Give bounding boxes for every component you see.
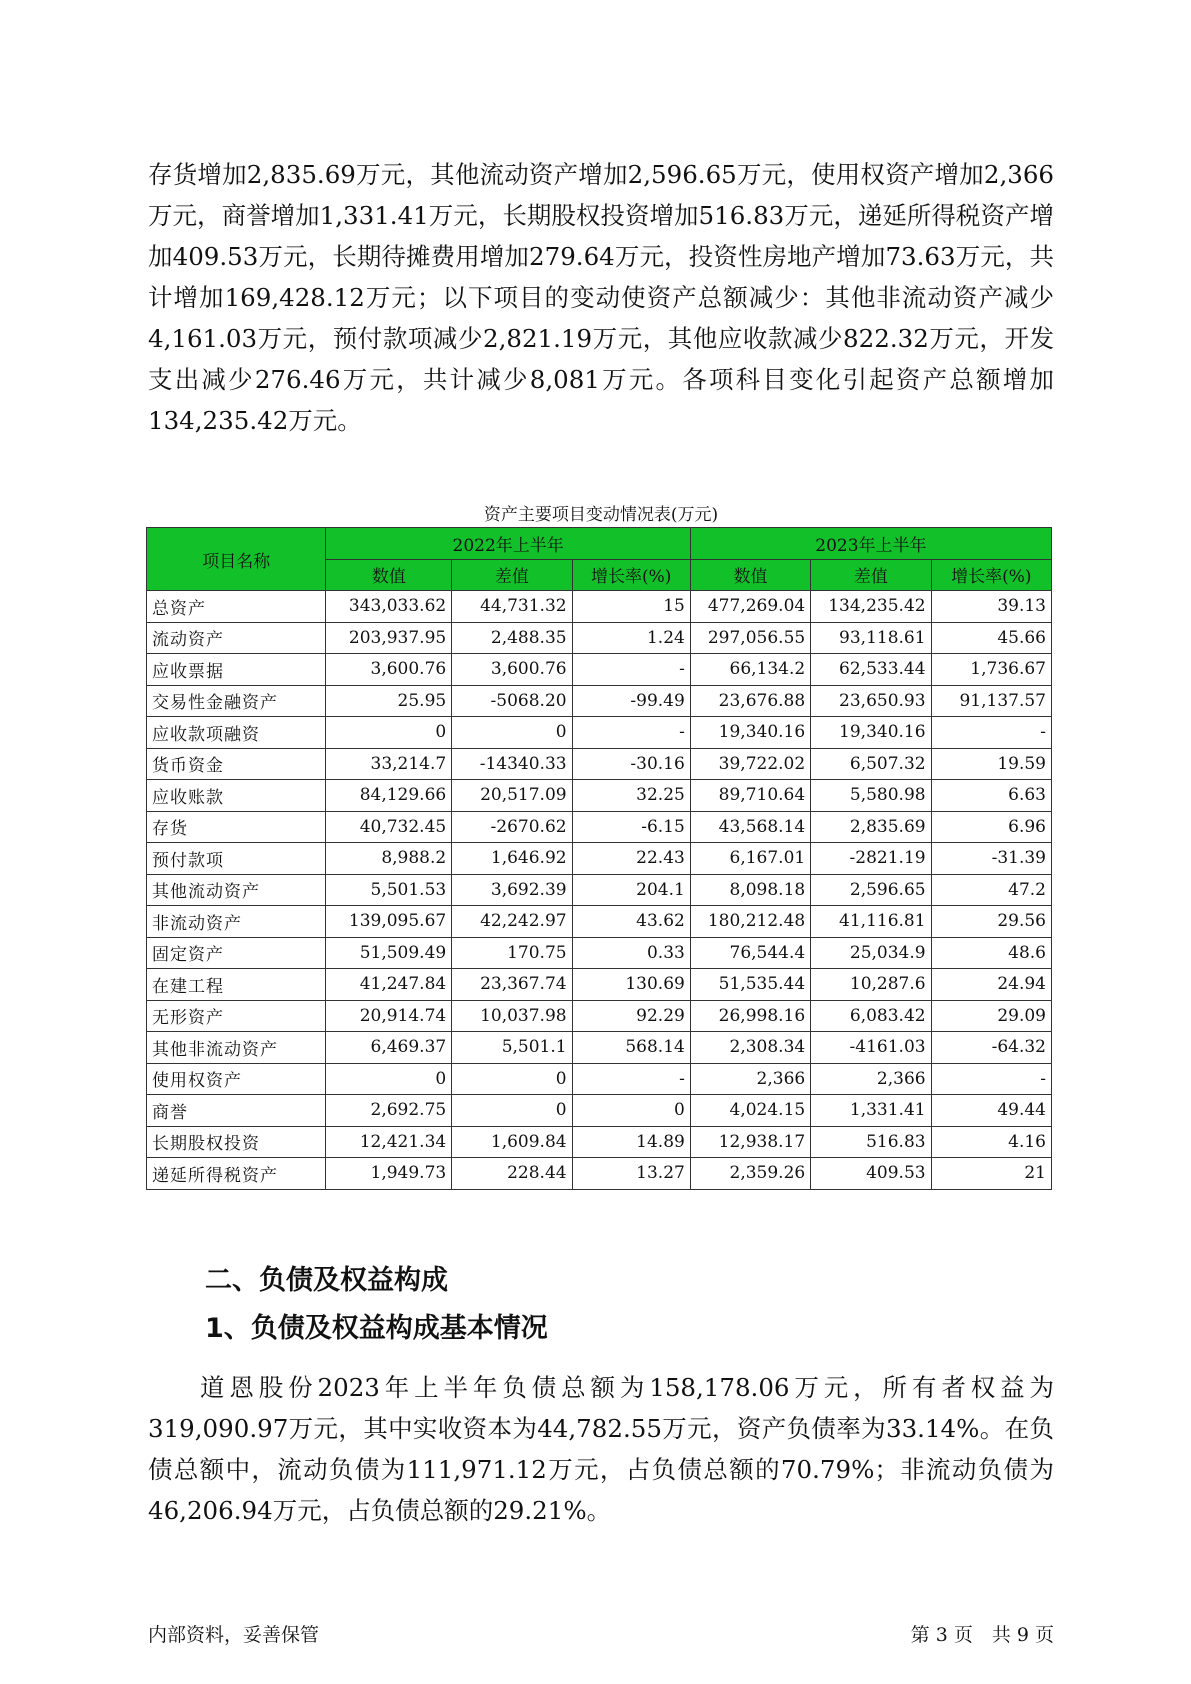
row-item-name: 预付款项 — [147, 843, 326, 875]
table-row — [147, 748, 1052, 780]
row-value-cell: 4.16 — [931, 1126, 1051, 1158]
row-value-cell: - — [931, 1063, 1051, 1095]
row-value-cell: - — [572, 654, 690, 686]
row-item-name: 存货 — [147, 811, 326, 843]
row-value-cell: 19.59 — [931, 748, 1051, 780]
row-value-cell: 49.44 — [931, 1095, 1051, 1127]
row-item-name: 应收款项融资 — [147, 717, 326, 749]
row-value-cell: 20,517.09 — [452, 780, 572, 812]
row-item-name: 交易性金融资产 — [147, 685, 326, 717]
period-2022-header: 2022年上半年 — [326, 528, 690, 560]
row-value-cell: 130.69 — [572, 969, 690, 1001]
row-value-cell: 29.56 — [931, 906, 1051, 938]
row-value-cell: 89,710.64 — [690, 780, 810, 812]
table-row — [147, 654, 1052, 686]
table-row — [147, 780, 1052, 812]
row-item-name: 总资产 — [147, 591, 326, 623]
row-value-cell: 41,116.81 — [811, 906, 931, 938]
row-value-cell: 5,580.98 — [811, 780, 931, 812]
row-value-cell: 180,212.48 — [690, 906, 810, 938]
row-value-cell: 22.43 — [572, 843, 690, 875]
table-row — [147, 1126, 1052, 1158]
row-value-cell: 29.09 — [931, 1000, 1051, 1032]
row-value-cell: 3,692.39 — [452, 874, 572, 906]
row-value-cell: 12,421.34 — [326, 1126, 452, 1158]
table-row — [147, 591, 1052, 623]
row-value-cell: 516.83 — [811, 1126, 931, 1158]
table-header-row-1 — [147, 528, 1052, 560]
row-value-cell: 51,535.44 — [690, 969, 810, 1001]
row-value-cell: 2,596.65 — [811, 874, 931, 906]
row-item-name: 货币资金 — [147, 748, 326, 780]
row-value-cell: -4161.03 — [811, 1032, 931, 1064]
intro-paragraph: 存货增加2,835.69万元，其他流动资产增加2,596.65万元，使用权资产增加2,366万元，商誉增加1,331.41万元，长期股权投资增加516.83万元，递延所得税资产增加409.53万元，长期待摊费用增加279.64万元，投资性房地产增加73.63万元，共计增加169,428.12万元；以下项目的变动使资产总额减少：其他非流动资产减少4,161.03万元，预付款项减少2,821.19万元，其他应收款减少822.32万元，开发支出减少276.46万元，共计减少8,081万元。各项科目变化引起资产总额增加134,235.42万元。 — [148, 160, 1054, 435]
table-row — [147, 874, 1052, 906]
row-value-cell: 23,676.88 — [690, 685, 810, 717]
row-value-cell: 409.53 — [811, 1158, 931, 1190]
row-value-cell: 15 — [572, 591, 690, 623]
row-value-cell: -14340.33 — [452, 748, 572, 780]
row-value-cell: 19,340.16 — [690, 717, 810, 749]
diff-header-2022: 差值 — [452, 559, 572, 591]
row-value-cell: 24.94 — [931, 969, 1051, 1001]
table-row — [147, 717, 1052, 749]
row-value-cell: 1,646.92 — [452, 843, 572, 875]
row-value-cell: 139,095.67 — [326, 906, 452, 938]
row-value-cell: 93,118.61 — [811, 622, 931, 654]
row-value-cell: -5068.20 — [452, 685, 572, 717]
growth-header-2023: 增长率(%) — [931, 559, 1051, 591]
row-value-cell: 51,509.49 — [326, 937, 452, 969]
table-row — [147, 1032, 1052, 1064]
row-value-cell: 1,736.67 — [931, 654, 1051, 686]
row-value-cell: 76,544.4 — [690, 937, 810, 969]
liabilities-paragraph: 道恩股份2023年上半年负债总额为158,178.06万元，所有者权益为319,090.97万元，其中实收资本为44,782.55万元，资产负债率为33.14%。在负债总额中，流动负债为111,971.12万元，占负债总额的70.79%；非流动负债为46,206.94万元，占负债总额的29.21%。 — [148, 1373, 1054, 1525]
footer-page-number: 第 3 页 共 9 页 — [910, 1624, 1054, 1646]
row-value-cell: 33,214.7 — [326, 748, 452, 780]
row-value-cell: 43,568.14 — [690, 811, 810, 843]
row-value-cell: 66,134.2 — [690, 654, 810, 686]
row-value-cell: 20,914.74 — [326, 1000, 452, 1032]
row-value-cell: 44,731.32 — [452, 591, 572, 623]
row-value-cell: 43.62 — [572, 906, 690, 938]
row-value-cell: 42,242.97 — [452, 906, 572, 938]
table-row — [147, 685, 1052, 717]
row-item-name: 在建工程 — [147, 969, 326, 1001]
row-value-cell: 0 — [452, 1095, 572, 1127]
table-body — [147, 591, 1052, 1190]
row-value-cell: 39.13 — [931, 591, 1051, 623]
asset-change-table — [146, 527, 1052, 1190]
row-item-name: 无形资产 — [147, 1000, 326, 1032]
row-item-name: 应收票据 — [147, 654, 326, 686]
row-value-cell: 5,501.53 — [326, 874, 452, 906]
row-value-cell: 25,034.9 — [811, 937, 931, 969]
row-value-cell: 1,609.84 — [452, 1126, 572, 1158]
row-value-cell: 32.25 — [572, 780, 690, 812]
row-item-name: 其他非流动资产 — [147, 1032, 326, 1064]
row-value-cell: 228.44 — [452, 1158, 572, 1190]
row-value-cell: 6.63 — [931, 780, 1051, 812]
row-value-cell: 0 — [326, 717, 452, 749]
table-row — [147, 1095, 1052, 1127]
row-value-cell: 568.14 — [572, 1032, 690, 1064]
row-item-name: 使用权资产 — [147, 1063, 326, 1095]
row-item-name: 固定资产 — [147, 937, 326, 969]
row-value-cell: 343,033.62 — [326, 591, 452, 623]
row-value-cell: 91,137.57 — [931, 685, 1051, 717]
row-value-cell: -64.32 — [931, 1032, 1051, 1064]
table-row — [147, 937, 1052, 969]
row-value-cell: 0 — [326, 1063, 452, 1095]
row-value-cell: 6,507.32 — [811, 748, 931, 780]
row-value-cell: 203,937.95 — [326, 622, 452, 654]
row-value-cell: 23,650.93 — [811, 685, 931, 717]
value-header-2023: 数值 — [690, 559, 810, 591]
row-item-name: 长期股权投资 — [147, 1126, 326, 1158]
row-value-cell: 92.29 — [572, 1000, 690, 1032]
row-value-cell: 12,938.17 — [690, 1126, 810, 1158]
row-value-cell: 48.6 — [931, 937, 1051, 969]
row-item-name: 应收账款 — [147, 780, 326, 812]
row-value-cell: 2,488.35 — [452, 622, 572, 654]
row-value-cell: -6.15 — [572, 811, 690, 843]
table-row — [147, 811, 1052, 843]
row-value-cell: 39,722.02 — [690, 748, 810, 780]
row-value-cell: 8,988.2 — [326, 843, 452, 875]
table-caption: 资产主要项目变动情况表(万元) — [483, 505, 719, 525]
row-value-cell: 25.95 — [326, 685, 452, 717]
row-value-cell: 0 — [572, 1095, 690, 1127]
table-row — [147, 1000, 1052, 1032]
row-value-cell: 0 — [452, 717, 572, 749]
row-value-cell: 1,949.73 — [326, 1158, 452, 1190]
row-value-cell: 1,331.41 — [811, 1095, 931, 1127]
row-value-cell: - — [931, 717, 1051, 749]
row-value-cell: 2,835.69 — [811, 811, 931, 843]
row-value-cell: 134,235.42 — [811, 591, 931, 623]
row-value-cell: 0 — [452, 1063, 572, 1095]
row-value-cell: 10,287.6 — [811, 969, 931, 1001]
row-value-cell: 40,732.45 — [326, 811, 452, 843]
row-value-cell: 2,366 — [811, 1063, 931, 1095]
row-value-cell: 8,098.18 — [690, 874, 810, 906]
table-row — [147, 622, 1052, 654]
table-row — [147, 1063, 1052, 1095]
row-value-cell: 2,366 — [690, 1063, 810, 1095]
footer-confidential-note: 内部资料，妥善保管 — [148, 1624, 320, 1646]
period-2023-header: 2023年上半年 — [690, 528, 1051, 560]
row-value-cell: -2821.19 — [811, 843, 931, 875]
row-value-cell: 13.27 — [572, 1158, 690, 1190]
row-value-cell: 47.2 — [931, 874, 1051, 906]
row-value-cell: 5,501.1 — [452, 1032, 572, 1064]
row-value-cell: -2670.62 — [452, 811, 572, 843]
table-row — [147, 906, 1052, 938]
row-value-cell: 3,600.76 — [452, 654, 572, 686]
row-value-cell: 4,024.15 — [690, 1095, 810, 1127]
table-row — [147, 843, 1052, 875]
table-row — [147, 1158, 1052, 1190]
row-value-cell: 204.1 — [572, 874, 690, 906]
row-item-name: 其他流动资产 — [147, 874, 326, 906]
row-value-cell: - — [572, 1063, 690, 1095]
row-value-cell: 19,340.16 — [811, 717, 931, 749]
row-value-cell: 6,469.37 — [326, 1032, 452, 1064]
row-value-cell: 26,998.16 — [690, 1000, 810, 1032]
value-header-2022: 数值 — [326, 559, 452, 591]
row-value-cell: 0.33 — [572, 937, 690, 969]
row-item-name: 流动资产 — [147, 622, 326, 654]
row-item-name: 非流动资产 — [147, 906, 326, 938]
row-value-cell: 297,056.55 — [690, 622, 810, 654]
row-item-name: 递延所得税资产 — [147, 1158, 326, 1190]
row-value-cell: 14.89 — [572, 1126, 690, 1158]
item-name-header: 项目名称 — [147, 528, 326, 591]
row-item-name: 商誉 — [147, 1095, 326, 1127]
row-value-cell: 21 — [931, 1158, 1051, 1190]
row-value-cell: 2,308.34 — [690, 1032, 810, 1064]
row-value-cell: 6,083.42 — [811, 1000, 931, 1032]
row-value-cell: 23,367.74 — [452, 969, 572, 1001]
row-value-cell: 2,692.75 — [326, 1095, 452, 1127]
row-value-cell: 6,167.01 — [690, 843, 810, 875]
row-value-cell: 45.66 — [931, 622, 1051, 654]
row-value-cell: 3,600.76 — [326, 654, 452, 686]
section-heading: 二、负债及权益构成 — [205, 1265, 448, 1296]
row-value-cell: 62,533.44 — [811, 654, 931, 686]
row-value-cell: -30.16 — [572, 748, 690, 780]
row-value-cell: 84,129.66 — [326, 780, 452, 812]
diff-header-2023: 差值 — [811, 559, 931, 591]
row-value-cell: -99.49 — [572, 685, 690, 717]
row-value-cell: 6.96 — [931, 811, 1051, 843]
row-value-cell: -31.39 — [931, 843, 1051, 875]
row-value-cell: 2,359.26 — [690, 1158, 810, 1190]
growth-header-2022: 增长率(%) — [572, 559, 690, 591]
row-value-cell: 41,247.84 — [326, 969, 452, 1001]
table-row — [147, 969, 1052, 1001]
row-value-cell: 10,037.98 — [452, 1000, 572, 1032]
subsection-heading: 1、负债及权益构成基本情况 — [205, 1313, 548, 1344]
row-value-cell: 170.75 — [452, 937, 572, 969]
row-value-cell: - — [572, 717, 690, 749]
row-value-cell: 1.24 — [572, 622, 690, 654]
row-value-cell: 477,269.04 — [690, 591, 810, 623]
